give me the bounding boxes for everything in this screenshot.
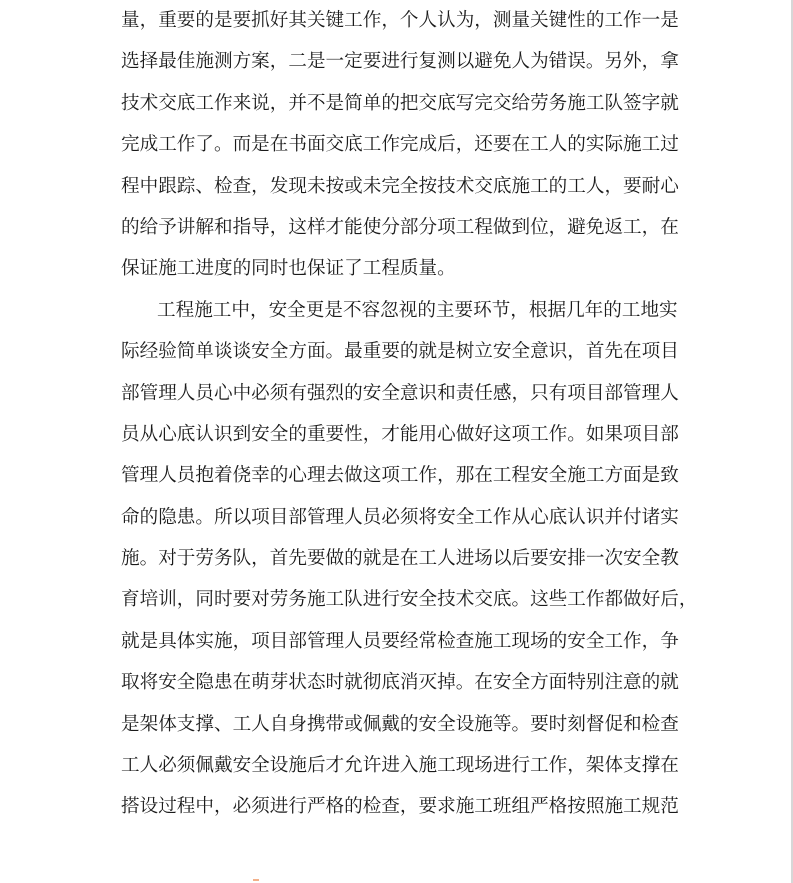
text-line: 是架体支撑、工人自身携带或佩戴的安全设施等。要时刻督促和检查 bbox=[121, 713, 679, 735]
page-mark bbox=[253, 879, 259, 881]
text-line: 完成工作了。而是在书面交底工作完成后，还要在工人的实际施工过 bbox=[121, 134, 679, 156]
text-line: 保证施工进度的同时也保证了工程质量。 bbox=[121, 258, 456, 280]
text-line: 量，重要的是要抓好其关键工作，个人认为，测量关键性的工作一是 bbox=[121, 10, 679, 31]
text-line: 施。对于劳务队，首先要做的就是在工人进场以后要安排一次安全教 bbox=[121, 548, 679, 570]
text-line: 管理人员抱着侥幸的心理去做这项工作，那在工程安全施工方面是致 bbox=[121, 465, 679, 487]
text-line: 选择最佳施测方案，二是一定要进行复测以避免人为错误。另外，拿 bbox=[121, 51, 679, 73]
text-line: 命的隐患。所以项目部管理人员必须将安全工作从心底认识并付诸实 bbox=[121, 506, 679, 528]
text-line: 部管理人员心中必须有强烈的安全意识和责任感，只有项目部管理人 bbox=[121, 382, 679, 404]
paragraph-first-line: 工程施工中，安全更是不容忽视的主要环节，根据几年的工地实 bbox=[157, 299, 678, 321]
text-line: 的给予讲解和指导，这样才能使分部分项工程做到位，避免返工，在 bbox=[121, 216, 679, 238]
document-body-text bbox=[121, 6, 698, 834]
text-line: 搭设过程中，必须进行严格的检查，要求施工班组严格按照施工规范 bbox=[121, 796, 679, 818]
text-line: 育培训，同时要对劳务施工队进行安全技术交底。这些工作都做好后， bbox=[121, 589, 698, 611]
text-line: 际经验简单谈谈安全方面。最重要的就是树立安全意识，首先在项目 bbox=[121, 341, 679, 363]
text-line: 技术交底工作来说，并不是简单的把交底写完交给劳务施工队签字就 bbox=[121, 92, 679, 114]
text-line: 取将安全隐患在萌芽状态时就彻底消灭掉。在安全方面特别注意的就 bbox=[121, 672, 679, 694]
text-line: 程中跟踪、检查，发现未按或未完全按技术交底施工的工人，要耐心 bbox=[121, 175, 679, 197]
text-line: 就是具体实施，项目部管理人员要经常检查施工现场的安全工作，争 bbox=[121, 630, 679, 652]
text-line: 工人必须佩戴安全设施后才允许进入施工现场进行工作，架体支撑在 bbox=[121, 755, 679, 777]
text-line: 员从心底认识到安全的重要性，才能用心做好这项工作。如果项目部 bbox=[121, 423, 679, 445]
